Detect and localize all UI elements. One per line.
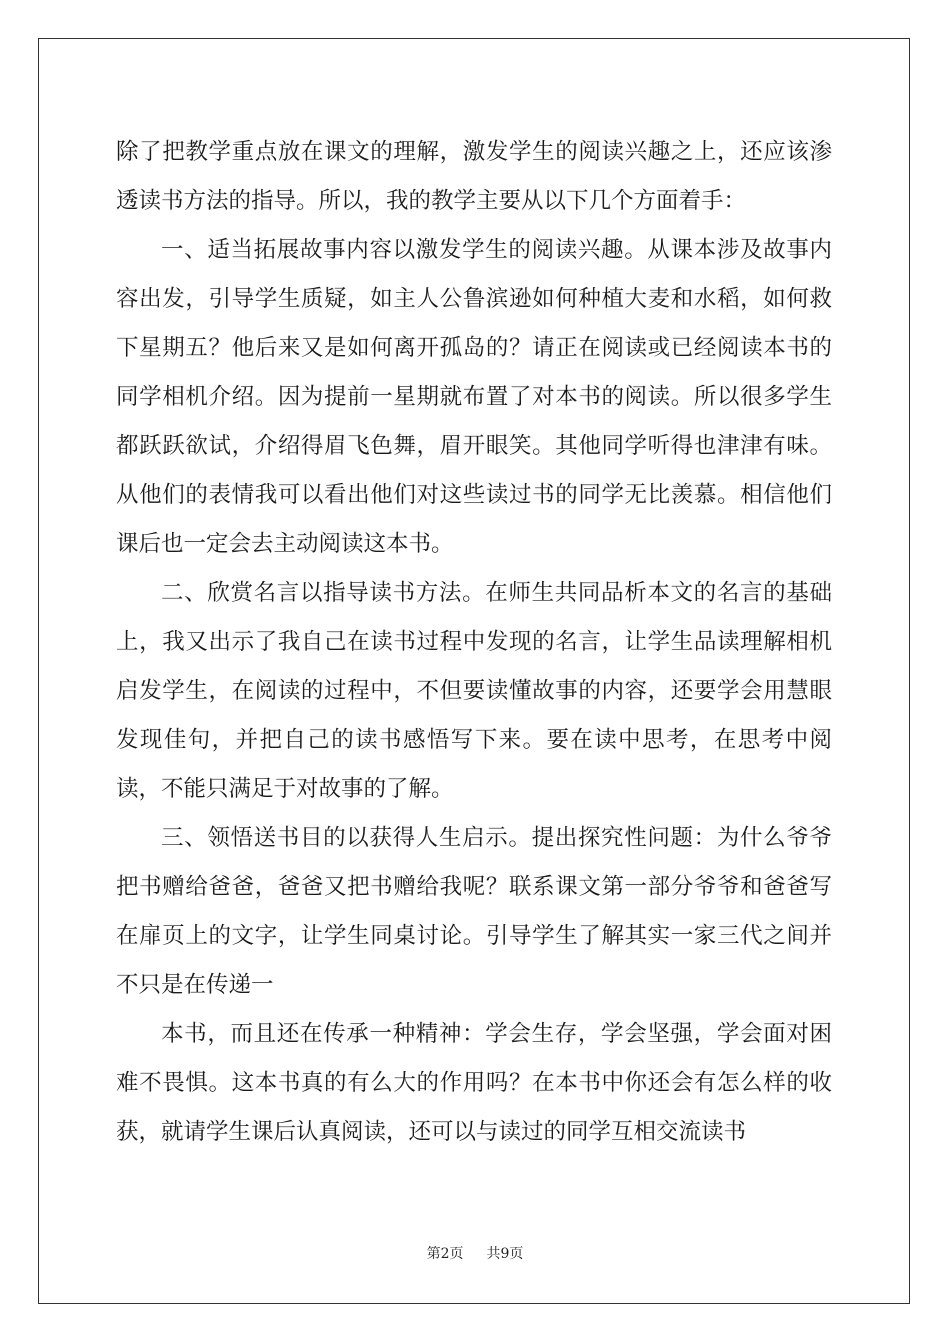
paragraph-point-three: 三、领悟送书目的以获得人生启示。提出探究性问题：为什么爷爷把书赠给爸爸，爸爸又把书赠给我呢？联系课文第一部分爷爷和爸爸写在扉页上的文字，让学生同桌讨论。引导学生了解其实一家三代之间并不只是在传递一: [116, 825, 832, 998]
document-body: [116, 128, 832, 1157]
page-footer: [0, 1243, 950, 1263]
paragraph-point-two: 二、欣赏名言以指导读书方法。在师生共同品析本文的名言的基础上，我又出示了我自己在读书过程中发现的名言，让学生品读理解相机启发学生，在阅读的过程中，不但要读懂故事的内容，还要学会用慧眼发现佳句，并把自己的读书感悟写下来。要在读中思考，在思考中阅读，不能只满足于对故事的了解。: [116, 580, 832, 802]
page-total: 共9页: [486, 1246, 524, 1262]
page-number: 第2页: [426, 1246, 464, 1262]
paragraph-point-one: 一、适当拓展故事内容以激发学生的阅读兴趣。从课本涉及故事内容出发，引导学生质疑，如主人公鲁滨逊如何种植大麦和水稻，如何救下星期五？他后来又是如何离开孤岛的？请正在阅读或已经阅读本书的同学相机介绍。因为提前一星期就布置了对本书的阅读。所以很多学生都跃跃欲试，介绍得眉飞色舞，眉开眼笑。其他同学听得也津津有味。从他们的表情我可以看出他们对这些读过书的同学无比羡慕。相信他们课后也一定会去主动阅读这本书。: [116, 237, 832, 557]
paragraph-continuation: 本书，而且还在传承一种精神：学会生存，学会坚强，学会面对困难不畏惧。这本书真的有么大的作用吗？在本书中你还会有怎么样的收获，就请学生课后认真阅读，还可以与读过的同学互相交流读书: [116, 1021, 832, 1145]
paragraph-intro: 除了把教学重点放在课文的理解，激发学生的阅读兴趣之上，还应该渗透读书方法的指导。所以，我的教学主要从以下几个方面着手：: [116, 139, 832, 214]
